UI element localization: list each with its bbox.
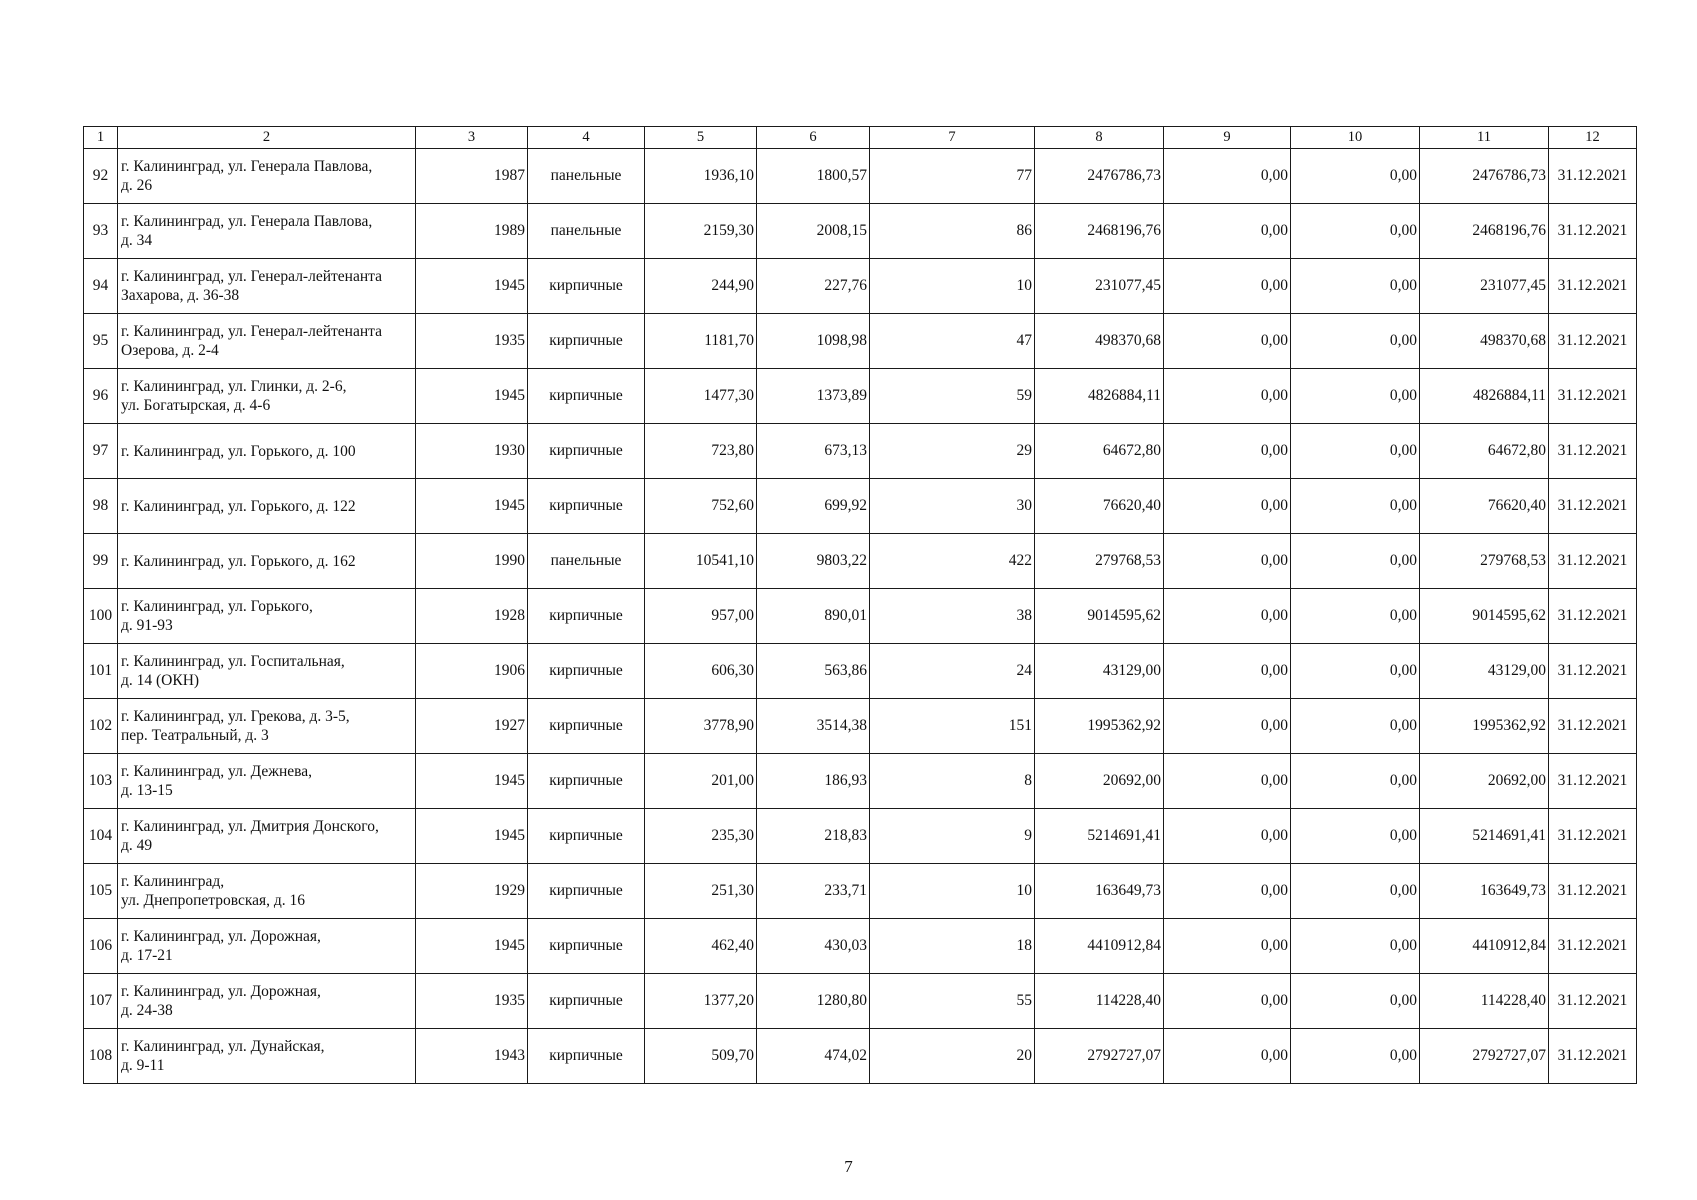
wall-material-cell: кирпичные [528,974,645,1029]
amount-cell: 163649,73 [1035,864,1164,919]
count-cell: 77 [870,149,1035,204]
count-cell: 8 [870,754,1035,809]
table-row [84,974,1637,1029]
living-area-cell: 890,01 [757,589,870,644]
date-cell: 31.12.2021 [1549,809,1637,864]
address-cell [118,314,416,369]
count-cell: 29 [870,424,1035,479]
address-line-2: д. 49 [121,837,153,854]
column-10-cell: 0,00 [1291,644,1420,699]
total-amount-cell: 163649,73 [1420,864,1549,919]
column-10-cell: 0,00 [1291,589,1420,644]
living-area-cell: 233,71 [757,864,870,919]
column-10-cell: 0,00 [1291,204,1420,259]
row-number-cell: 97 [84,424,118,479]
total-amount-cell: 1995362,92 [1420,699,1549,754]
address-line-1: г. Калининград, ул. Госпитальная, [121,653,345,670]
date-cell: 31.12.2021 [1549,314,1637,369]
address-cell [118,644,416,699]
address-line-2: д. 91-93 [121,617,173,634]
count-cell: 9 [870,809,1035,864]
total-area-cell: 957,00 [645,589,757,644]
column-10-cell: 0,00 [1291,369,1420,424]
address-line-2: д. 34 [121,232,153,249]
address-line-2: пер. Театральный, д. 3 [121,727,269,744]
count-cell: 86 [870,204,1035,259]
table-row [84,809,1637,864]
address-line-1: г. Калининград, ул. Дорожная, [121,983,321,1000]
living-area-cell: 673,13 [757,424,870,479]
count-cell: 24 [870,644,1035,699]
date-cell: 31.12.2021 [1549,754,1637,809]
address-line-1: г. Калининград, ул. Дмитрия Донского, [121,818,379,835]
row-number-cell: 104 [84,809,118,864]
living-area-cell: 1098,98 [757,314,870,369]
address-line-1: г. Калининград, ул. Горького, д. 122 [121,497,356,515]
address-line-1: г. Калининград, ул. Горького, [121,598,313,615]
column-number-cell: 2 [118,127,416,149]
row-number-cell: 93 [84,204,118,259]
living-area-cell: 563,86 [757,644,870,699]
address-line-2: ул. Днепропетровская, д. 16 [121,892,306,909]
amount-cell: 498370,68 [1035,314,1164,369]
address-line-2: д. 9-11 [121,1057,165,1074]
total-area-cell: 1181,70 [645,314,757,369]
living-area-cell: 9803,22 [757,534,870,589]
total-area-cell: 462,40 [645,919,757,974]
table-row [84,534,1637,589]
date-cell: 31.12.2021 [1549,919,1637,974]
year-cell: 1935 [416,314,528,369]
column-10-cell: 0,00 [1291,424,1420,479]
address-cell [118,424,416,479]
column-10-cell: 0,00 [1291,1029,1420,1084]
column-9-cell: 0,00 [1164,369,1291,424]
amount-cell: 4826884,11 [1035,369,1164,424]
total-area-cell: 244,90 [645,259,757,314]
date-cell: 31.12.2021 [1549,149,1637,204]
address-cell [118,699,416,754]
address-line-1: г. Калининград, ул. Генерал-лейтенанта [121,268,382,285]
column-number-cell: 1 [84,127,118,149]
living-area-cell: 1280,80 [757,974,870,1029]
living-area-cell: 218,83 [757,809,870,864]
table-row [84,919,1637,974]
year-cell: 1989 [416,204,528,259]
living-area-cell: 474,02 [757,1029,870,1084]
address-cell [118,1029,416,1084]
column-10-cell: 0,00 [1291,314,1420,369]
column-number-cell: 5 [645,127,757,149]
row-number-cell: 99 [84,534,118,589]
column-9-cell: 0,00 [1164,754,1291,809]
column-9-cell: 0,00 [1164,644,1291,699]
address-cell [118,754,416,809]
address-cell [118,919,416,974]
address-line-2: ул. Богатырская, д. 4-6 [121,397,271,414]
address-line-1: г. Калининград, ул. Генерала Павлова, [121,158,373,175]
amount-cell: 2476786,73 [1035,149,1164,204]
total-area-cell: 10541,10 [645,534,757,589]
table-row [84,369,1637,424]
amount-cell: 279768,53 [1035,534,1164,589]
total-amount-cell: 43129,00 [1420,644,1549,699]
address-line-2: Озерова, д. 2-4 [121,342,219,359]
column-9-cell: 0,00 [1164,1029,1291,1084]
column-number-cell: 4 [528,127,645,149]
total-amount-cell: 498370,68 [1420,314,1549,369]
address-cell [118,589,416,644]
amount-cell: 2468196,76 [1035,204,1164,259]
total-area-cell: 1377,20 [645,974,757,1029]
total-amount-cell: 4826884,11 [1420,369,1549,424]
row-number-cell: 94 [84,259,118,314]
amount-cell: 114228,40 [1035,974,1164,1029]
row-number-cell: 106 [84,919,118,974]
table-body [84,127,1637,1084]
row-number-cell: 98 [84,479,118,534]
wall-material-cell: кирпичные [528,699,645,754]
total-amount-cell: 114228,40 [1420,974,1549,1029]
address-cell [118,974,416,1029]
total-area-cell: 752,60 [645,479,757,534]
address-line-1: г. Калининград, ул. Грекова, д. 3-5, [121,708,350,725]
column-10-cell: 0,00 [1291,919,1420,974]
year-cell: 1929 [416,864,528,919]
table-row [84,149,1637,204]
address-line-2: д. 14 (ОКН) [121,672,200,689]
year-cell: 1945 [416,809,528,864]
wall-material-cell: кирпичные [528,864,645,919]
living-area-cell: 430,03 [757,919,870,974]
row-number-cell: 95 [84,314,118,369]
count-cell: 55 [870,974,1035,1029]
count-cell: 59 [870,369,1035,424]
living-area-cell: 3514,38 [757,699,870,754]
year-cell: 1987 [416,149,528,204]
amount-cell: 5214691,41 [1035,809,1164,864]
row-number-cell: 105 [84,864,118,919]
year-cell: 1928 [416,589,528,644]
total-area-cell: 723,80 [645,424,757,479]
living-area-cell: 227,76 [757,259,870,314]
address-cell [118,479,416,534]
date-cell: 31.12.2021 [1549,974,1637,1029]
column-number-cell: 10 [1291,127,1420,149]
row-number-cell: 107 [84,974,118,1029]
amount-cell: 9014595,62 [1035,589,1164,644]
column-10-cell: 0,00 [1291,809,1420,864]
count-cell: 30 [870,479,1035,534]
date-cell: 31.12.2021 [1549,864,1637,919]
column-10-cell: 0,00 [1291,974,1420,1029]
total-amount-cell: 64672,80 [1420,424,1549,479]
total-area-cell: 235,30 [645,809,757,864]
amount-cell: 231077,45 [1035,259,1164,314]
year-cell: 1990 [416,534,528,589]
column-9-cell: 0,00 [1164,479,1291,534]
wall-material-cell: кирпичные [528,369,645,424]
count-cell: 10 [870,259,1035,314]
address-line-1: г. Калининград, [121,873,225,890]
column-number-row [84,127,1637,149]
column-number-cell: 11 [1420,127,1549,149]
table-row [84,644,1637,699]
column-number-cell: 8 [1035,127,1164,149]
year-cell: 1935 [416,974,528,1029]
column-number-cell: 7 [870,127,1035,149]
count-cell: 422 [870,534,1035,589]
column-9-cell: 0,00 [1164,589,1291,644]
address-line-1: г. Калининград, ул. Горького, д. 162 [121,552,356,570]
column-9-cell: 0,00 [1164,204,1291,259]
wall-material-cell: кирпичные [528,919,645,974]
wall-material-cell: кирпичные [528,314,645,369]
address-line-1: г. Калининград, ул. Дунайская, [121,1038,325,1055]
total-amount-cell: 76620,40 [1420,479,1549,534]
address-cell [118,809,416,864]
year-cell: 1906 [416,644,528,699]
total-amount-cell: 4410912,84 [1420,919,1549,974]
column-10-cell: 0,00 [1291,699,1420,754]
column-number-cell: 9 [1164,127,1291,149]
row-number-cell: 92 [84,149,118,204]
living-area-cell: 1373,89 [757,369,870,424]
address-line-2: д. 13-15 [121,782,173,799]
count-cell: 38 [870,589,1035,644]
total-amount-cell: 2792727,07 [1420,1029,1549,1084]
address-cell [118,204,416,259]
column-10-cell: 0,00 [1291,259,1420,314]
wall-material-cell: кирпичные [528,589,645,644]
wall-material-cell: панельные [528,534,645,589]
table-row [84,699,1637,754]
amount-cell: 1995362,92 [1035,699,1164,754]
date-cell: 31.12.2021 [1549,369,1637,424]
wall-material-cell: кирпичные [528,644,645,699]
column-number-cell: 3 [416,127,528,149]
address-cell [118,534,416,589]
table-row [84,259,1637,314]
column-9-cell: 0,00 [1164,259,1291,314]
count-cell: 20 [870,1029,1035,1084]
column-10-cell: 0,00 [1291,534,1420,589]
table-row [84,479,1637,534]
table-row [84,204,1637,259]
total-area-cell: 1477,30 [645,369,757,424]
living-area-cell: 1800,57 [757,149,870,204]
address-line-1: г. Калининград, ул. Горького, д. 100 [121,442,356,460]
column-9-cell: 0,00 [1164,919,1291,974]
table-row [84,754,1637,809]
total-area-cell: 2159,30 [645,204,757,259]
column-9-cell: 0,00 [1164,314,1291,369]
table-row [84,864,1637,919]
table-row [84,314,1637,369]
wall-material-cell: кирпичные [528,259,645,314]
page-number: 7 [844,1157,853,1176]
date-cell: 31.12.2021 [1549,699,1637,754]
column-9-cell: 0,00 [1164,699,1291,754]
column-10-cell: 0,00 [1291,754,1420,809]
wall-material-cell: кирпичные [528,1029,645,1084]
living-area-cell: 2008,15 [757,204,870,259]
wall-material-cell: кирпичные [528,809,645,864]
total-amount-cell: 2468196,76 [1420,204,1549,259]
date-cell: 31.12.2021 [1549,479,1637,534]
row-number-cell: 108 [84,1029,118,1084]
total-area-cell: 509,70 [645,1029,757,1084]
total-area-cell: 1936,10 [645,149,757,204]
wall-material-cell: панельные [528,149,645,204]
row-number-cell: 102 [84,699,118,754]
total-area-cell: 201,00 [645,754,757,809]
date-cell: 31.12.2021 [1549,259,1637,314]
date-cell: 31.12.2021 [1549,1029,1637,1084]
amount-cell: 2792727,07 [1035,1029,1164,1084]
address-line-2: д. 24-38 [121,1002,173,1019]
address-line-2: Захарова, д. 36-38 [121,287,240,304]
column-number-cell: 6 [757,127,870,149]
address-line-1: г. Калининград, ул. Глинки, д. 2-6, [121,378,347,395]
wall-material-cell: панельные [528,204,645,259]
column-9-cell: 0,00 [1164,424,1291,479]
wall-material-cell: кирпичные [528,754,645,809]
address-line-2: д. 17-21 [121,947,173,964]
total-amount-cell: 5214691,41 [1420,809,1549,864]
column-9-cell: 0,00 [1164,864,1291,919]
total-amount-cell: 279768,53 [1420,534,1549,589]
date-cell: 31.12.2021 [1549,534,1637,589]
total-area-cell: 606,30 [645,644,757,699]
total-amount-cell: 9014595,62 [1420,589,1549,644]
amount-cell: 4410912,84 [1035,919,1164,974]
column-10-cell: 0,00 [1291,479,1420,534]
row-number-cell: 96 [84,369,118,424]
address-cell [118,149,416,204]
year-cell: 1945 [416,479,528,534]
total-amount-cell: 231077,45 [1420,259,1549,314]
amount-cell: 76620,40 [1035,479,1164,534]
year-cell: 1945 [416,259,528,314]
address-line-1: г. Калининград, ул. Дежнева, [121,763,312,780]
column-9-cell: 0,00 [1164,809,1291,864]
year-cell: 1930 [416,424,528,479]
year-cell: 1945 [416,754,528,809]
living-area-cell: 186,93 [757,754,870,809]
wall-material-cell: кирпичные [528,479,645,534]
address-cell [118,259,416,314]
date-cell: 31.12.2021 [1549,589,1637,644]
amount-cell: 43129,00 [1035,644,1164,699]
amount-cell: 20692,00 [1035,754,1164,809]
column-9-cell: 0,00 [1164,149,1291,204]
address-line-1: г. Калининград, ул. Генерала Павлова, [121,213,373,230]
count-cell: 47 [870,314,1035,369]
year-cell: 1945 [416,919,528,974]
row-number-cell: 100 [84,589,118,644]
column-9-cell: 0,00 [1164,974,1291,1029]
count-cell: 151 [870,699,1035,754]
row-number-cell: 101 [84,644,118,699]
wall-material-cell: кирпичные [528,424,645,479]
year-cell: 1927 [416,699,528,754]
address-line-2: д. 26 [121,177,153,194]
amount-cell: 64672,80 [1035,424,1164,479]
row-number-cell: 103 [84,754,118,809]
housing-register-table [83,126,1637,1084]
address-cell [118,369,416,424]
date-cell: 31.12.2021 [1549,644,1637,699]
column-10-cell: 0,00 [1291,149,1420,204]
column-10-cell: 0,00 [1291,864,1420,919]
table-row [84,424,1637,479]
total-area-cell: 251,30 [645,864,757,919]
year-cell: 1945 [416,369,528,424]
living-area-cell: 699,92 [757,479,870,534]
date-cell: 31.12.2021 [1549,424,1637,479]
column-number-cell: 12 [1549,127,1637,149]
count-cell: 18 [870,919,1035,974]
address-line-1: г. Калининград, ул. Генерал-лейтенанта [121,323,382,340]
total-amount-cell: 20692,00 [1420,754,1549,809]
count-cell: 10 [870,864,1035,919]
total-amount-cell: 2476786,73 [1420,149,1549,204]
column-9-cell: 0,00 [1164,534,1291,589]
year-cell: 1943 [416,1029,528,1084]
date-cell: 31.12.2021 [1549,204,1637,259]
table-row [84,589,1637,644]
table-row [84,1029,1637,1084]
total-area-cell: 3778,90 [645,699,757,754]
address-line-1: г. Калининград, ул. Дорожная, [121,928,321,945]
address-cell [118,864,416,919]
